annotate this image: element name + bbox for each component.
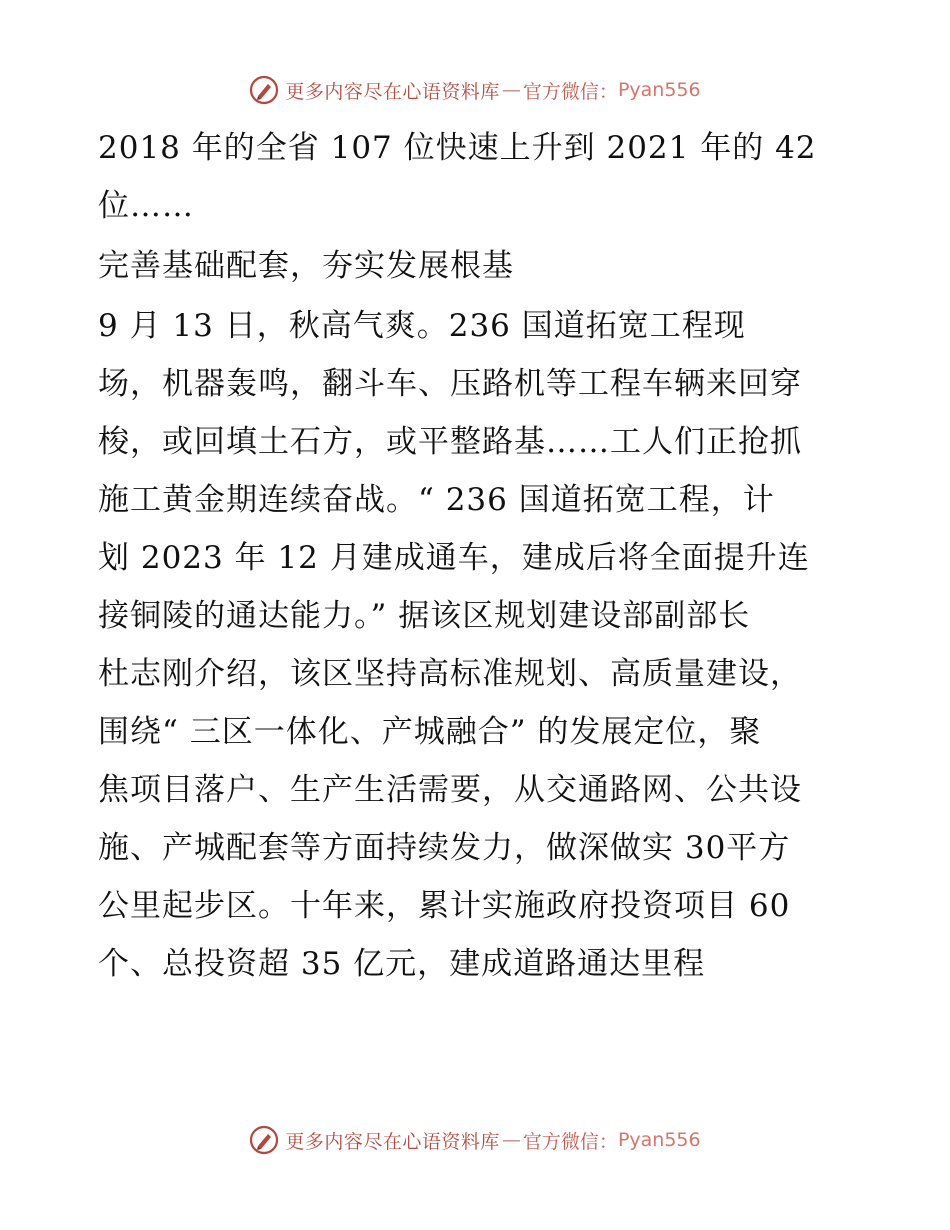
watermark-text: 更多内容尽在心语资料库 bbox=[285, 80, 500, 103]
watermark-separator: — bbox=[501, 79, 521, 101]
document-body bbox=[98, 125, 858, 1001]
watermark-wechat-id: Pyan556 bbox=[617, 1129, 701, 1151]
text-line: 个、总投资超 35 亿元，建成道路通达里程 bbox=[98, 946, 706, 982]
text-line: 公里起步区。十年来，累计实施政府投资项目 60 bbox=[98, 888, 791, 924]
footer-watermark bbox=[0, 1120, 950, 1160]
text-line: 场，机器轰鸣，翻斗车、压路机等工程车辆来回穿 bbox=[98, 366, 802, 402]
text-line: 杜志刚介绍，该区坚持高标准规划、高质量建设， bbox=[98, 656, 802, 692]
pen-logo-icon bbox=[249, 75, 279, 105]
text-line: 施、产城配套等方面持续发力，做深做实 30平方 bbox=[98, 830, 791, 866]
text-line: 划 2023 年 12 月建成通车，建成后将全面提升连 bbox=[98, 540, 810, 576]
text-line: 2018 年的全省 107 位快速上升到 2021 年的 42 bbox=[98, 130, 817, 166]
watermark-separator: — bbox=[501, 1129, 521, 1151]
section-heading bbox=[98, 243, 858, 289]
header-watermark bbox=[0, 70, 950, 110]
watermark-label: 官方微信： bbox=[522, 80, 618, 103]
text-line: 焦项目落户、生产生活需要，从交通路网、公共设 bbox=[98, 772, 802, 808]
paragraph-infrastructure bbox=[98, 303, 858, 987]
text-line: 围绕“ 三区一体化、产城融合” 的发展定位，聚 bbox=[98, 714, 762, 750]
text-line: 9 月 13 日，秋高气爽。236 国道拓宽工程现 bbox=[98, 308, 746, 344]
text-line: 施工黄金期连续奋战。“ 236 国道拓宽工程，计 bbox=[98, 482, 775, 518]
watermark-wechat-id: Pyan556 bbox=[617, 79, 701, 101]
text-line: 梭，或回填土石方，或平整路基……工人们正抢抓 bbox=[98, 424, 802, 460]
watermark-text: 更多内容尽在心语资料库 bbox=[285, 1130, 500, 1153]
text-line: 位…… bbox=[98, 188, 194, 224]
pen-logo-icon bbox=[249, 1125, 279, 1155]
text-line: 接铜陵的通达能力。” 据该区规划建设部副部长 bbox=[98, 598, 751, 634]
heading-text: 完善基础配套，夯实发展根基 bbox=[98, 248, 514, 284]
paragraph-ranking bbox=[98, 125, 858, 229]
watermark-label: 官方微信： bbox=[522, 1130, 618, 1153]
